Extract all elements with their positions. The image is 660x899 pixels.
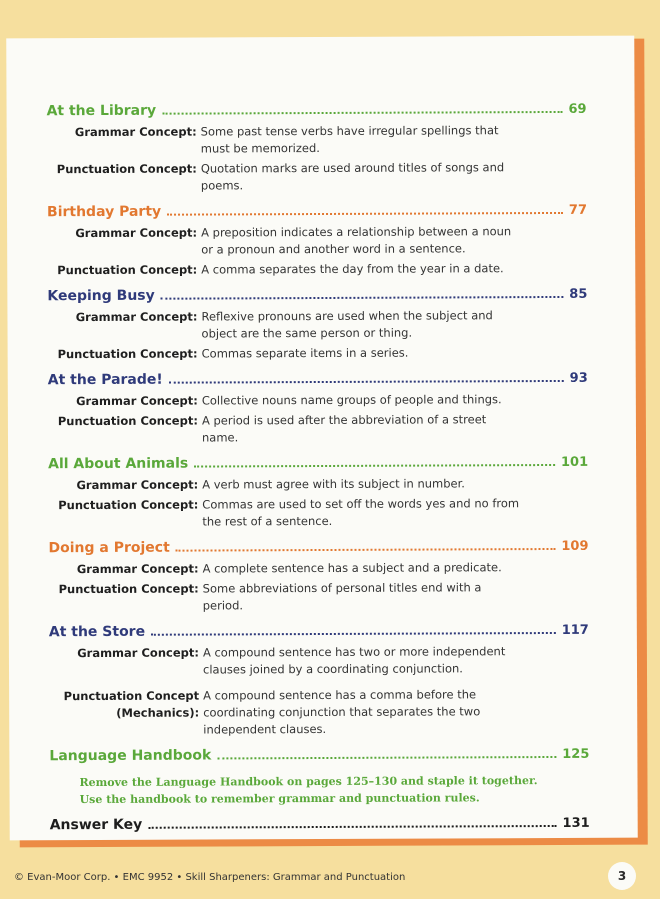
dot-leader bbox=[151, 632, 556, 636]
toc-section-birthday bbox=[47, 201, 587, 279]
dot-leader bbox=[176, 548, 556, 552]
page-number: 93 bbox=[569, 370, 588, 386]
punctuation-concept: Punctuation Concept: Some abbreviations of personal titles end with a period. bbox=[58, 580, 482, 613]
page-number: 131 bbox=[562, 815, 590, 831]
grammar-concept: Grammar Concept: Collective nouns name groups of people and things. bbox=[76, 392, 502, 409]
table-of-contents bbox=[47, 100, 590, 843]
punctuation-concept: Punctuation Concept: Commas are used to set off the words yes and no from the rest of a sentence. bbox=[58, 496, 520, 529]
grammar-concept: Grammar Concept: A verb must agree with its subject in number. bbox=[76, 476, 465, 493]
punctuation-concept: Punctuation Concept: Commas separate items in a series. bbox=[57, 345, 409, 362]
punctuation-concept: Punctuation Concept: A period is used after the abbreviation of a street name. bbox=[57, 412, 487, 445]
toc-section-project bbox=[48, 537, 588, 615]
page-sheet bbox=[6, 36, 637, 841]
section-title: Keeping Busy bbox=[47, 287, 155, 305]
toc-section-animals bbox=[48, 453, 588, 531]
grammar-concept: Grammar Concept: Some past tense verbs have irregular spellings that must be memorized. bbox=[74, 123, 499, 156]
section-title: All About Animals bbox=[48, 455, 189, 473]
grammar-concept: Grammar Concept: A complete sentence has a subject and a predicate. bbox=[76, 560, 502, 577]
page-number: 69 bbox=[568, 101, 587, 117]
toc-section-store bbox=[49, 621, 590, 739]
footer-copyright: © Evan-Moor Corp. • EMC 9952 • Skill Sharpeners: Grammar and Punctuation bbox=[14, 872, 406, 883]
footer-page-number: 3 bbox=[608, 862, 636, 890]
toc-section-busy bbox=[47, 285, 587, 363]
dot-leader bbox=[148, 825, 556, 829]
section-title: Answer Key bbox=[49, 816, 143, 834]
handbook-note: Remove the Language Handbook on pages 125–130 and staple it together. Use the handbook to remember grammar and punctuation rules. bbox=[79, 774, 538, 807]
punctuation-concept: Punctuation Concept: A comma separates the day from the year in a date. bbox=[57, 261, 504, 278]
page-number: 109 bbox=[561, 538, 589, 554]
toc-section-answer-key bbox=[50, 814, 590, 835]
section-title: At the Library bbox=[46, 102, 157, 120]
section-title: Doing a Project bbox=[48, 539, 170, 557]
dot-leader bbox=[217, 756, 556, 759]
toc-section-library bbox=[47, 100, 587, 195]
dot-leader bbox=[194, 464, 555, 468]
toc-section-parade bbox=[48, 369, 588, 447]
dot-leader bbox=[169, 380, 564, 384]
toc-section-handbook bbox=[49, 745, 589, 808]
grammar-concept: Grammar Concept: Reflexive pronouns are used when the subject and object are the same person or thing. bbox=[75, 308, 493, 341]
grammar-concept: Grammar Concept: A preposition indicates a relationship between a noun or a pronoun and another word in a sentence. bbox=[75, 224, 512, 257]
dot-leader bbox=[161, 296, 564, 300]
section-title: At the Store bbox=[48, 623, 146, 641]
page-number: 101 bbox=[560, 454, 589, 470]
grammar-concept: Grammar Concept: A compound sentence has two or more independent clauses joined by a coordinating conjunction. bbox=[77, 644, 506, 677]
dot-leader bbox=[167, 212, 563, 216]
punctuation-concept: Punctuation Concept (Mechanics): A compound sentence has a comma before the coordinating conjunction that separates the two independent clauses. bbox=[63, 687, 481, 737]
page-number: 85 bbox=[569, 286, 588, 302]
dot-leader bbox=[162, 111, 562, 115]
page-number: 125 bbox=[562, 746, 590, 762]
page-number: 117 bbox=[561, 622, 589, 638]
page-number: 77 bbox=[568, 202, 588, 218]
section-title: Language Handbook bbox=[49, 747, 212, 765]
section-title: Birthday Party bbox=[46, 203, 162, 221]
punctuation-concept: Punctuation Concept: Quotation marks are used around titles of songs and poems. bbox=[56, 160, 505, 193]
section-title: At the Parade! bbox=[47, 371, 163, 389]
